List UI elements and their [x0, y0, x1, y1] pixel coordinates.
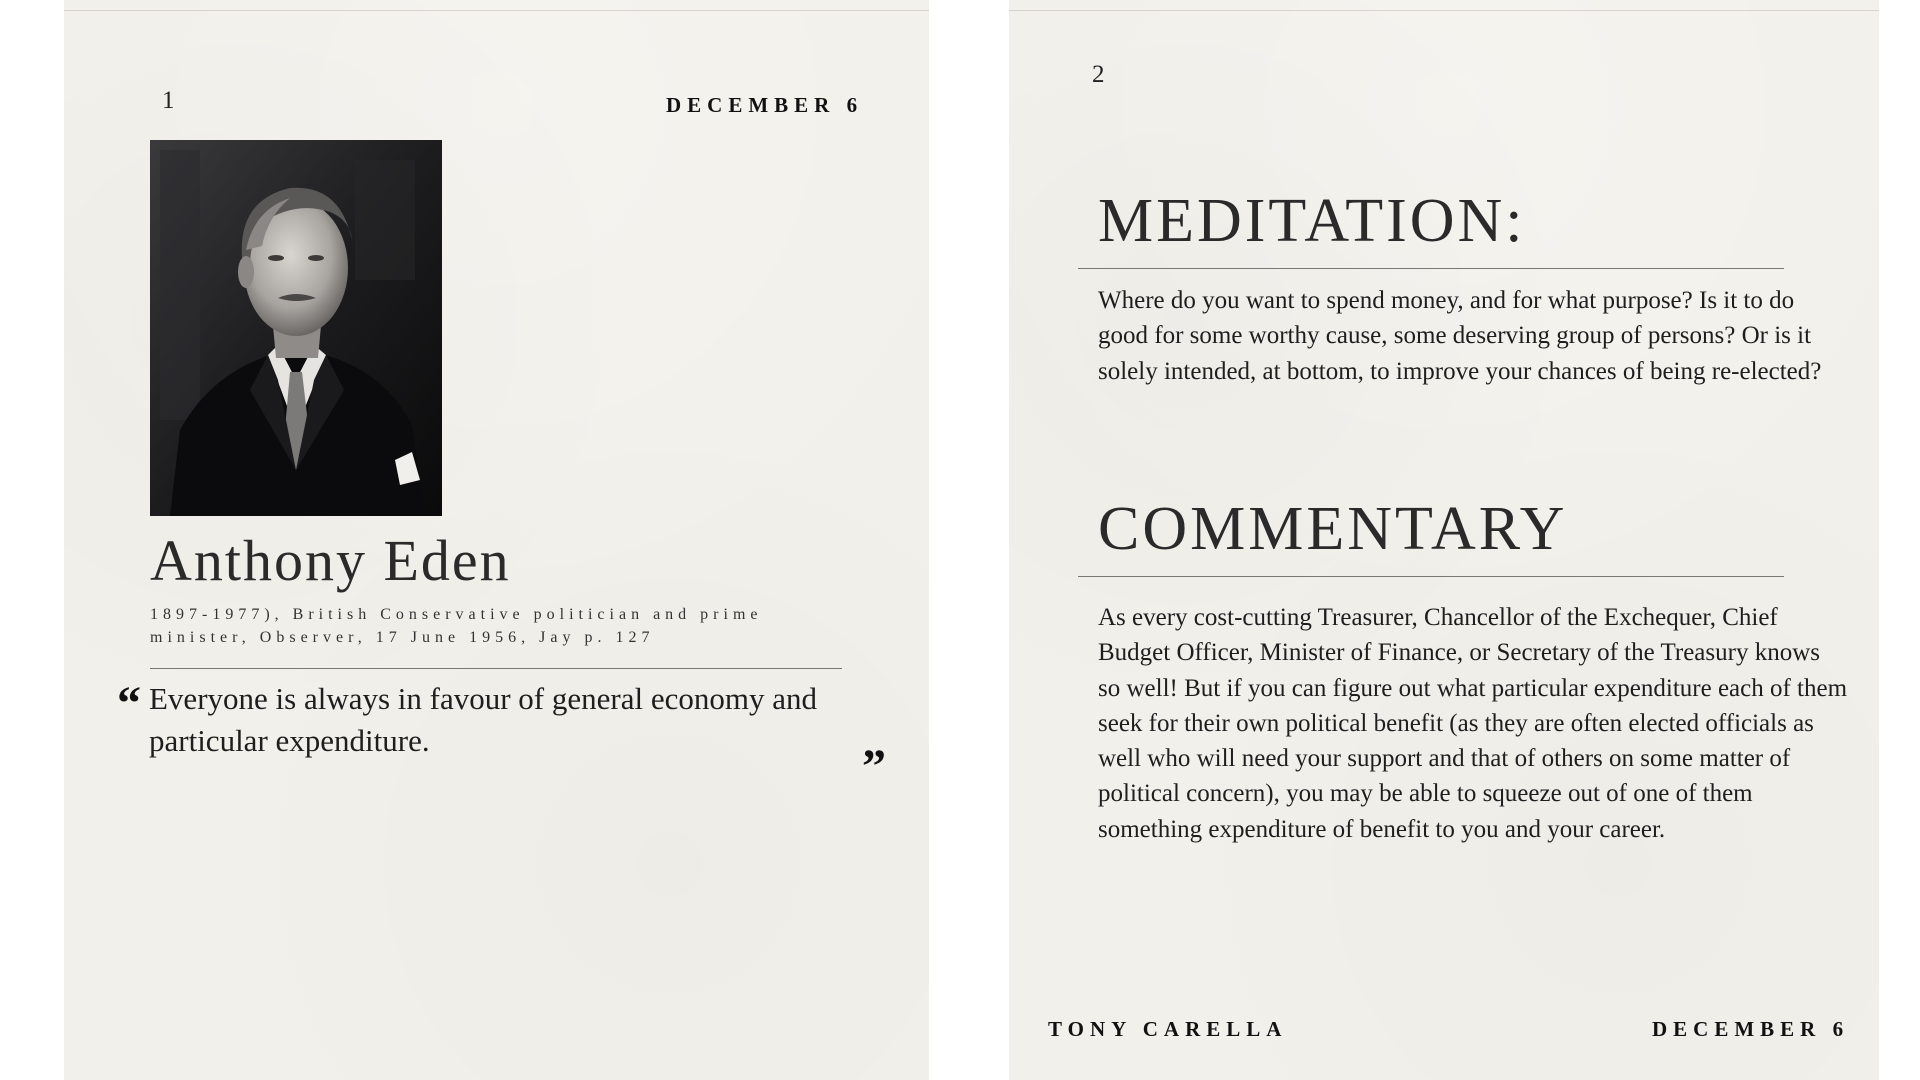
portrait-photo: [150, 140, 442, 516]
person-name: Anthony Eden: [150, 528, 511, 593]
person-bio: 1897-1977), British Conservative politician and prime minister, Observer, 17 June 1956, Jay p. 127: [150, 606, 763, 646]
footer-date: DECEMBER 6: [1652, 1017, 1850, 1041]
page-top-edge: [1009, 10, 1879, 11]
page-top-edge: [64, 10, 929, 11]
footer-author: TONY CARELLA: [1048, 1017, 1288, 1041]
quote-text: Everyone is always in favour of general economy and particular expenditure.: [149, 681, 817, 758]
quote-divider: [150, 668, 842, 669]
commentary-text: As every cost-cutting Treasurer, Chancellor of the Exchequer, Chief Budget Officer, Minister of Finance, or Secretary of the Treasury knows so well! But if you can figure out what particular expenditure each of them seek for their own political benefit (as they are often elected officials as well who will need your support and that of others on some matter of political concern), you may be able to squeeze out of one of them something expenditure of benefit to you and your career.: [1098, 604, 1848, 843]
meditation-text: Where do you want to spend money, and for what purpose? Is it to do good for some worthy cause, some deserving group of persons? Or is it solely intended, at bottom, to improve your chances of being re-elected?: [1098, 287, 1822, 385]
page-number-left: 1: [162, 87, 175, 114]
close-quote-mark: ”: [862, 740, 886, 793]
meditation-divider: [1078, 268, 1784, 269]
page-number-right: 2: [1092, 61, 1105, 88]
meditation-heading: MEDITATION:: [1098, 187, 1526, 255]
commentary-heading: COMMENTARY: [1098, 495, 1568, 563]
page-date-header: DECEMBER 6: [666, 93, 864, 117]
commentary-divider: [1078, 576, 1784, 577]
open-quote-mark: “: [117, 677, 141, 730]
